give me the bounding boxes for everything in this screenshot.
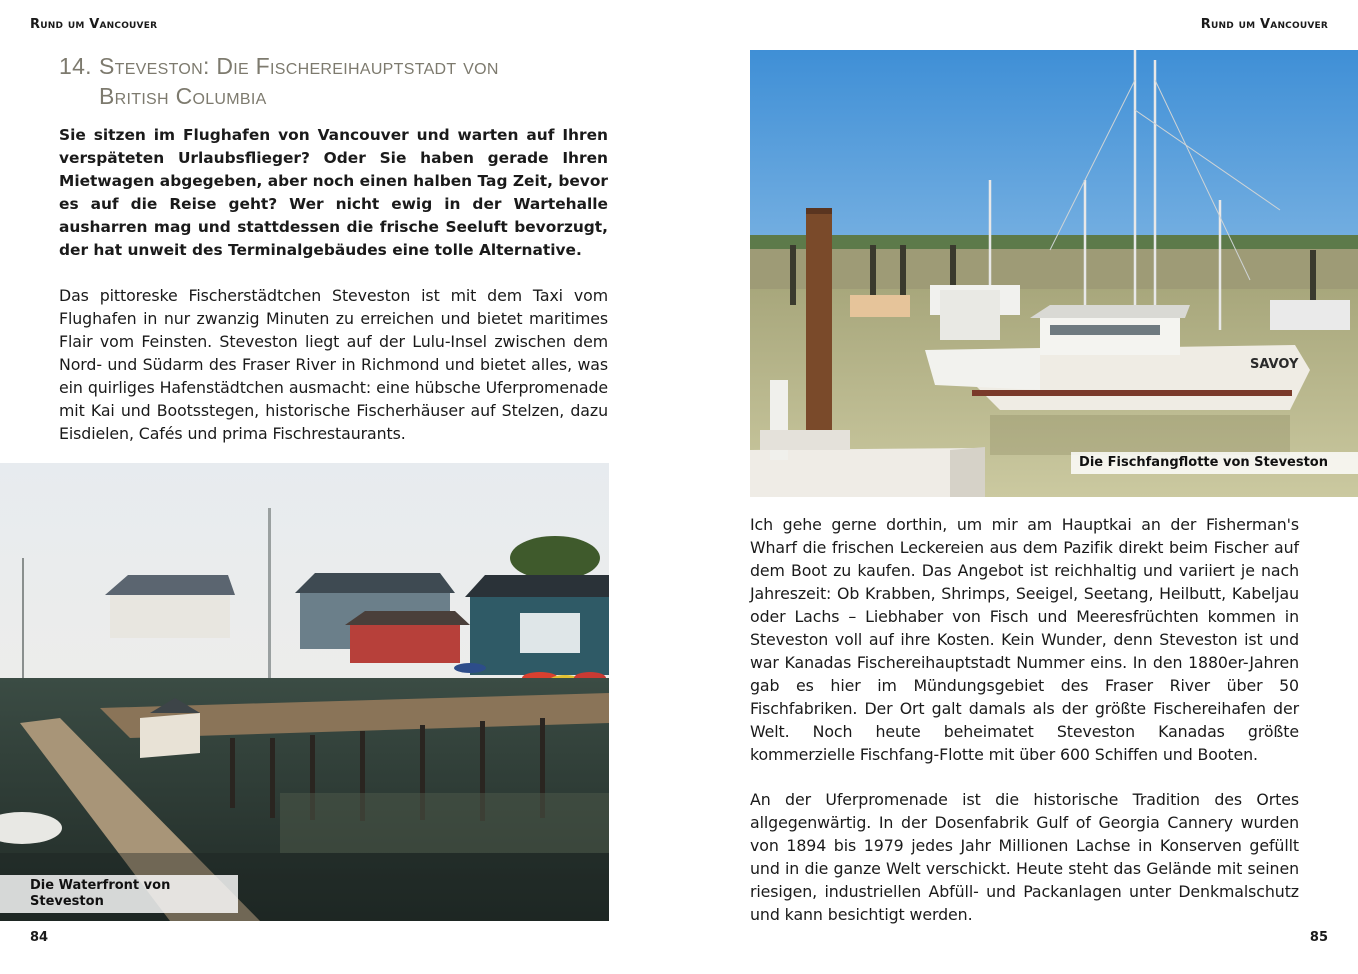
caption-waterfront: Die Waterfront von Steveston <box>0 875 238 913</box>
waterfront-illustration <box>0 463 609 921</box>
boat-name: SAVOY <box>1250 357 1299 372</box>
running-header-right: Rund um Vancouver <box>1200 17 1328 32</box>
chapter-title-line2: British Columbia <box>99 83 267 109</box>
body-paragraph-left: Das pittoreske Fischerstädtchen Steveston ist mit dem Taxi vom Flughafen in nur zwanzig Minuten zu erreichen und bietet maritimes Flair vom Feinsten. Steveston liegt auf der Lulu-Insel zwischen dem Nord- und Südarm des Fraser River in Richmond und bietet alles, was ein quirliges Hafenstädtchen ausmacht: eine hübsche Uferpromenade mit Kai und Bootsstegen, historische Fischerhäuser auf Stelzen, dazu Eisdielen, Cafés und prima Fischrestaurants. <box>59 286 608 443</box>
page-number-right: 85 <box>1309 930 1328 945</box>
waterfront-photo <box>0 463 609 921</box>
chapter-title <box>59 51 619 111</box>
chapter-title-line1: Steveston: Die Fischereihauptstadt von <box>99 53 499 79</box>
caption-fishing-fleet: Die Fischfangflotte von Steveston <box>1071 452 1358 474</box>
page-number-left: 84 <box>30 930 49 945</box>
body-paragraph-right-2: An der Uferpromenade ist die historische Tradition des Ortes allgegenwärtig. In der Dosenfabrik Gulf of Georgia Cannery wurden von 1894 bis 1979 jedes Jahr Millionen Lachse in Konserven gefüllt und in die ganze Welt verschickt. Heute steht das Gelände mit seinen riesigen, industriellen Abfüll- und Packanlagen unter Denkmalschutz und kann besichtigt werden. <box>750 790 1299 924</box>
chapter-number: 14. <box>59 53 92 79</box>
body-paragraph-right-1: Ich gehe gerne dorthin, um mir am Hauptkai an der Fisherman's Wharf die frischen Leckereien aus dem Pazifik direkt beim Fischer auf dem Boot zu kaufen. Das Angebot ist reichhaltig und variiert je nach Jahreszeit: Ob Krabben, Shrimps, Seeigel, Seetang, Heilbutt, Kabeljau oder Lachs – Liebhaber von Fisch und Meeresfrüchten kommen in Steveston voll auf ihre Kosten. Kein Wunder, denn Steveston ist und war Kanadas Fischereihauptstadt Nummer eins. In den 1880er-Jahren gab es hier im Mündungsgebiet des Fraser River über 50 Fischfabriken. Der Ort galt damals als der größte Fischereihafen der Welt. Noch heute beheimatet Steveston Kanadas größte kommerzielle Fischfang-Flotte mit über 600 Schiffen und Booten. <box>750 515 1299 764</box>
fishing-fleet-illustration <box>750 50 1358 497</box>
lead-paragraph: Sie sitzen im Flughafen von Vancouver und warten auf Ihren verspäteten Urlaubsflieger? Oder Sie haben gerade Ihren Mietwagen abgegeben, aber noch einen halben Tag Zeit, bevor es auf die Reise geht? Wer nicht ewig in der Wartehalle ausharren mag und stattdessen die frische Seeluft bevorzugt, der hat unweit des Terminalgebäudes eine tolle Alternative. <box>59 126 608 259</box>
running-header-left: Rund um Vancouver <box>30 17 158 32</box>
fishing-fleet-photo <box>750 50 1358 497</box>
